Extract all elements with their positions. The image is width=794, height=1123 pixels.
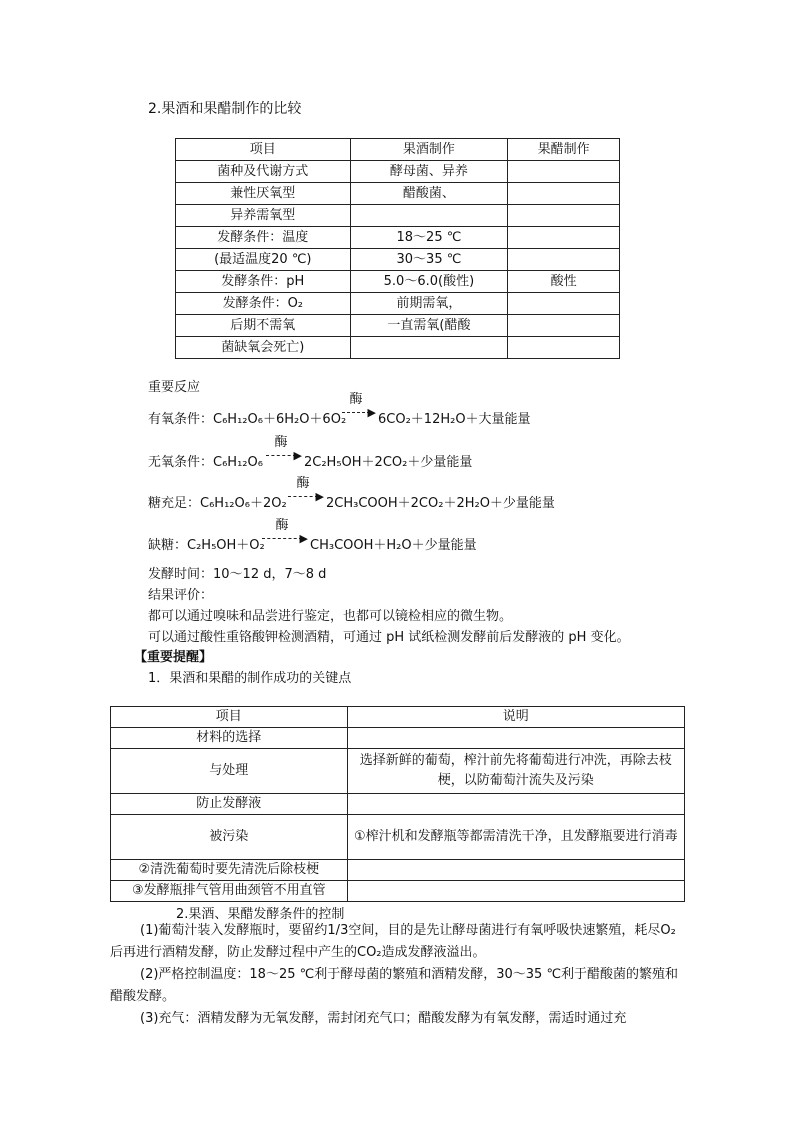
table-row — [111, 815, 685, 860]
fermentation-time: 发酵时间：10～12 d，7～8 d — [148, 567, 327, 582]
table-row — [176, 249, 620, 271]
table-cell: 一直需氧(醋酸 — [350, 315, 508, 337]
table-cell: 与处理 — [111, 749, 348, 794]
evaluation-line-1: 都可以通过嗅味和品尝进行鉴定，也都可以镜检相应的微生物。 — [148, 609, 513, 624]
table-cell: ③发酵瓶排气管用曲颈管不用直管 — [111, 881, 348, 902]
table-cell: 18～25 ℃ — [350, 227, 508, 249]
table-row — [176, 161, 620, 183]
table-header-row — [176, 139, 620, 161]
table-cell — [508, 249, 620, 271]
table-cell: 被污染 — [111, 815, 348, 860]
reaction-arrow: 酶 ▶ — [262, 530, 302, 546]
table-cell: 果酒制作 — [350, 139, 508, 161]
table-row — [111, 860, 685, 881]
table-row — [111, 749, 685, 794]
reaction-arrow: 酶 ▶ — [342, 404, 370, 420]
reaction-sugar-lack: 缺糖：C₂H₅OH＋O₂ — [148, 538, 265, 553]
table-row — [176, 337, 620, 359]
table-cell: 材料的选择 — [111, 728, 348, 749]
table-row — [111, 881, 685, 902]
table-cell: 30～35 ℃ — [350, 249, 508, 271]
reaction-anaerobic-products: 2C₂H₅OH＋2CO₂＋少量能量 — [304, 455, 473, 470]
table-cell: 发酵条件：pH — [176, 271, 351, 293]
table-row — [111, 794, 685, 815]
table-cell: 项目 — [176, 139, 351, 161]
table-cell: 发酵条件：温度 — [176, 227, 351, 249]
table-cell — [508, 161, 620, 183]
table-row — [176, 315, 620, 337]
comparison-table — [175, 138, 620, 359]
table-row — [176, 205, 620, 227]
table-cell — [508, 205, 620, 227]
table-cell — [508, 315, 620, 337]
table-cell: 酵母菌、异养 — [350, 161, 508, 183]
reaction-sugar-lack-products: CH₃COOH＋H₂O＋少量能量 — [310, 538, 477, 553]
table-header-row — [111, 707, 685, 728]
control-paragraph-3: (3)充气：酒精发酵为无氧发酵，需封闭充气口；醋酸发酵为有氧发酵，需适时通过充 — [140, 1011, 627, 1026]
table-cell — [347, 794, 684, 815]
table-row — [176, 227, 620, 249]
table-row — [111, 728, 685, 749]
table-cell: 说明 — [347, 707, 684, 728]
table-cell: (最适温度20 ℃) — [176, 249, 351, 271]
table-cell: 菌缺氧会死亡) — [176, 337, 351, 359]
table-cell: 项目 — [111, 707, 348, 728]
table-cell — [508, 227, 620, 249]
table-cell — [347, 881, 684, 902]
table-row — [176, 183, 620, 205]
evaluation-line-2: 可以通过酸性重铬酸钾检测酒精，可通过 pH 试纸检测发酵前后发酵液的 pH 变化。 — [148, 630, 630, 645]
reactions-heading: 重要反应 — [148, 380, 201, 395]
control-paragraph-2: (2)严格控制温度：18～25 ℃利于酵母菌的繁殖和酒精发酵，30～35 ℃利于醋酸菌的繁殖和醋酸发酵。 — [110, 967, 679, 1004]
section-title: 2.果酒和果醋制作的比较 — [148, 101, 302, 117]
table-cell: 果醋制作 — [508, 139, 620, 161]
table-cell: ①榨汁机和发酵瓶等都需清洗干净，且发酵瓶要进行消毒 — [347, 815, 684, 860]
reaction-sugar-rich-products: 2CH₃COOH＋2CO₂＋2H₂O＋少量能量 — [326, 496, 555, 511]
table-cell: 醋酸菌、 — [350, 183, 508, 205]
table-cell: 兼性厌氧型 — [176, 183, 351, 205]
reaction-arrow: 酶 ▶ — [266, 447, 296, 463]
key-points-title: 1．果酒和果醋的制作成功的关键点 — [148, 671, 352, 686]
table-cell: 防止发酵液 — [111, 794, 348, 815]
table-cell: 酸性 — [508, 271, 620, 293]
table-cell: 前期需氧， — [350, 293, 508, 315]
table-row — [176, 271, 620, 293]
reaction-sugar-rich: 糖充足：C₆H₁₂O₆＋2O₂ — [148, 496, 287, 511]
table-cell: 发酵条件：O₂ — [176, 293, 351, 315]
table-cell: 选择新鲜的葡萄，榨汁前先将葡萄进行冲洗，再除去枝梗，以防葡萄汁流失及污染 — [347, 749, 684, 794]
table-row — [176, 293, 620, 315]
reaction-aerobic-products: 6CO₂＋12H₂O＋大量能量 — [378, 412, 531, 427]
table-cell: 菌种及代谢方式 — [176, 161, 351, 183]
table-cell: ②清洗葡萄时要先清洗后除枝梗 — [111, 860, 348, 881]
control-paragraph-1: (1)葡萄汁装入发酵瓶时，要留约1/3空间，目的是先让酵母菌进行有氧呼吸快速繁殖，耗尽O₂后再进行酒精发酵，防止发酵过程中产生的CO₂造成发酵液溢出。 — [110, 923, 676, 960]
reminder-heading: 【重要提醒】 — [134, 650, 213, 665]
table-cell: 异养需氧型 — [176, 205, 351, 227]
key-points-table — [110, 706, 685, 902]
evaluation-label: 结果评价： — [148, 588, 214, 603]
control-title: 2.果酒、果醋发酵条件的控制 — [176, 907, 345, 922]
table-cell — [350, 337, 508, 359]
table-cell — [508, 293, 620, 315]
table-cell: 5.0～6.0(酸性) — [350, 271, 508, 293]
reaction-anaerobic: 无氧条件：C₆H₁₂O₆ — [148, 455, 263, 470]
table-cell: 后期不需氧 — [176, 315, 351, 337]
reaction-aerobic: 有氧条件：C₆H₁₂O₆＋6H₂O＋6O₂ — [148, 412, 347, 427]
table-cell — [347, 860, 684, 881]
table-cell — [350, 205, 508, 227]
reaction-arrow: 酶 ▶ — [288, 488, 318, 504]
table-cell — [347, 728, 684, 749]
table-cell — [508, 337, 620, 359]
table-cell — [508, 183, 620, 205]
